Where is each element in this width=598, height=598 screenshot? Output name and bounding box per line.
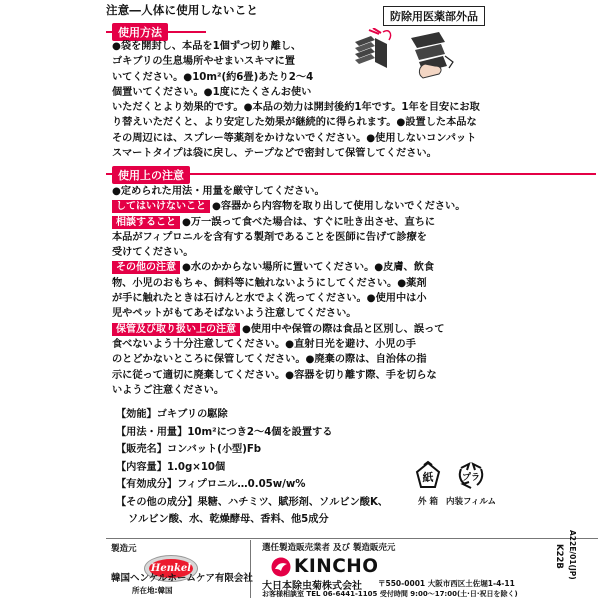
usage-heading: 使用方法 — [112, 23, 168, 41]
manufacturer-label: 製造元 — [111, 544, 137, 554]
manufacturer-name: 韓国ヘンケルホームケア有限会社 — [111, 573, 253, 584]
kincho-logo: KINCHO — [271, 556, 379, 577]
product-code: A22E/01(JP) — [568, 530, 577, 580]
footer-divider — [106, 538, 598, 539]
lot-code: K22B — [554, 544, 564, 569]
kincho-bird-icon — [271, 557, 291, 577]
spec-row: 【その他の成分】果糖、ハチミツ、賦形剤、ソルビン酸K、 — [116, 496, 389, 508]
caution-heading: 注意―人体に使用しないこと — [106, 3, 259, 17]
svg-text:紙: 紙 — [422, 471, 434, 484]
plastic-recycle-icon — [455, 460, 487, 492]
storage-tag: 保管及び取り扱い上の注意 — [112, 323, 240, 336]
precautions-text: ●定められた用法・用量を厳守してください。 してはいけないこと ●容器から内容物を取り出して使用しないでください。 相談すること ●万一誤って食べた場合は、すぐに吐き出させ、直ちに 本品がフィプロニルを含有する製剤であることを医師に告げて診療を 受けてください。 その他の注意 ●水のかからない場所に置いてください。●皮膚、飲食 物、小児のおもちゃ、飼料等に触れないようにしてください。●薬剤 が手に触れたときは石けんと水でよく洗ってください。●使用中は小 児やペットがもてあそばないよう注意してください。 保管及び取り扱い上の注意 ●使用中や保管の際は食品と区別し、誤って 食べないよう十分注意してください。●直射日光を避け、小児の手 のとどかないところに保管してください。●廃棄の際は、自治体の指 示に従って適切に廃棄してください。●容器を切り離す際、手を切らな いようご注意ください。 — [112, 186, 466, 396]
spec-row: 【販売名】コンバット(小型)Fb — [116, 444, 262, 455]
paper-recycle-icon — [412, 460, 444, 492]
plastic-label: 内装フィルム — [446, 497, 496, 507]
svg-text:プラ: プラ — [461, 473, 481, 483]
dont-tag: してはいけないこと — [112, 200, 210, 213]
paper-recycle-mark — [410, 460, 446, 507]
company-name: 大日本除虫菊株式会社 — [262, 581, 362, 592]
henkel-logo: Henkel — [144, 555, 198, 582]
quasi-drug-badge: 防除用医薬部外品 — [383, 6, 485, 26]
footer-separator — [250, 540, 251, 598]
customer-contact: お客様相談室 TEL 06-6441-1105 受付時間 9:00～17:00(土·日·祝日を除く) — [262, 590, 518, 598]
other-tag: その他の注意 — [112, 261, 180, 274]
product-specs — [116, 406, 388, 529]
plastic-recycle-mark — [446, 460, 496, 507]
company-address: 〒550-0001 大阪市西区土佐堀1-4-11 — [378, 579, 515, 588]
paper-label: 外 箱 — [418, 497, 438, 507]
usage-text: ●袋を開封し、本品を1個ずつ切り離し、 ゴキブリの生息場所やせまいスキマに置 いてください。●10m²(約6畳)あたり2～4 個置いてください。●1度にたくさんお使い いただくとより効果的です。●本品の効力は開封後約1年です。1年を目安にお取 り替えいただくと、より安定した効果が継続的に得られます。●設置した本品な その周辺には、スプレー等薬剤をかけないでください。●使用しないコンパット スマートタイプは袋に戻し、テープなどで密封して保管してください。 — [112, 41, 480, 160]
distributor-label: 選任製造販売業者 及び 製造販売元 — [262, 543, 396, 553]
manufacturer-location: 所在地:韓国 — [132, 586, 173, 595]
spec-row: 【内容量】1.0g×10個 — [116, 461, 226, 473]
precautions-heading: 使用上の注意 — [112, 166, 190, 184]
consult-tag: 相談すること — [112, 216, 180, 229]
spec-row: 【用法・用量】10m²につき2～4個を設置する — [116, 426, 333, 438]
spec-row: 【効能】ゴキブリの駆除 — [116, 409, 228, 420]
spec-row: 【有効成分】フィプロニル…0.05w/w% — [116, 479, 306, 490]
precaution-intro: ●定められた用法・用量を厳守してください。 — [112, 186, 325, 197]
spec-row: ソルビン酸、水、乾燥酵母、香料、他5成分 — [128, 514, 329, 525]
